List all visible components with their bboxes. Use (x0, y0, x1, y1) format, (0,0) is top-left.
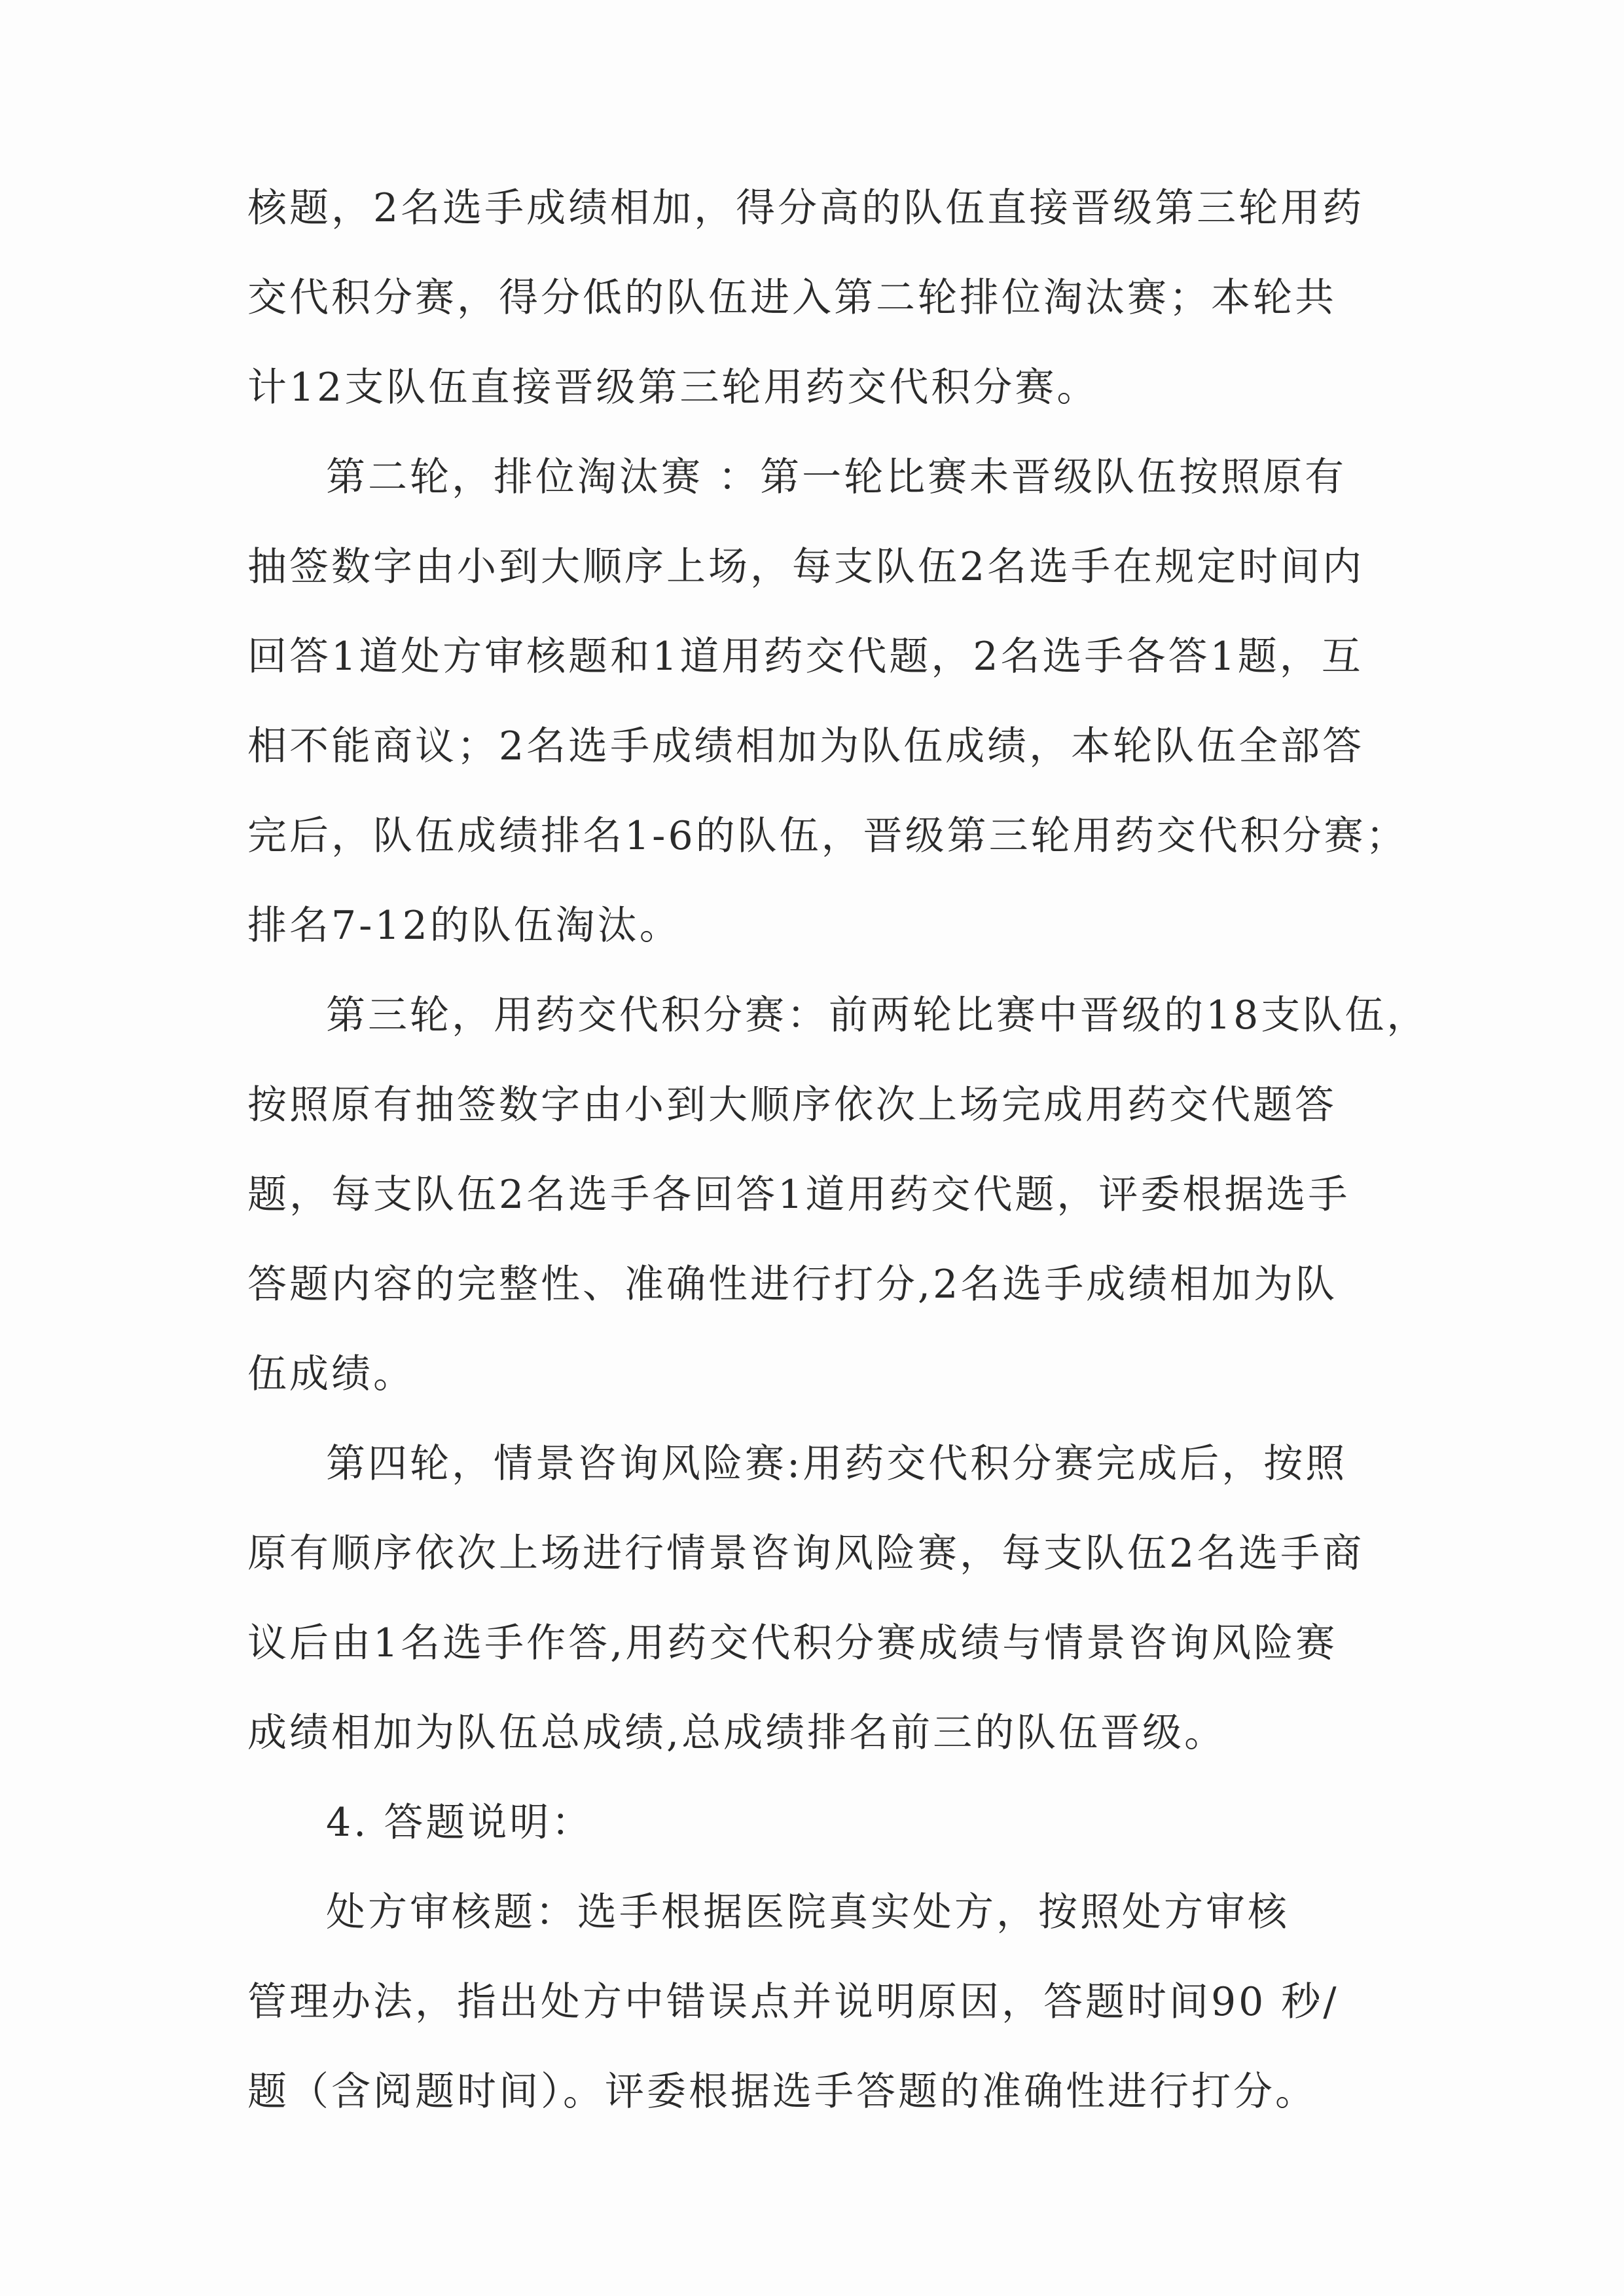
text-line: 伍成绩。 (247, 1351, 415, 1397)
text-line: 原有顺序依次上场进行情景咨询风险赛，每支队伍2名选手商 (247, 1531, 1365, 1576)
body-text (247, 164, 1429, 2137)
paragraph-start-line: 第二轮，排位淘汰赛 ：第一轮比赛未晋级队伍按照原有 (326, 454, 1347, 500)
text-line: 回答1道处方审核题和1道用药交代题，2名选手各答1题，互 (247, 634, 1363, 680)
text-line: 排名7-12的队伍淘汰。 (247, 903, 681, 949)
text-line: 成绩相加为队伍总成绩,总成绩排名前三的队伍晋级。 (247, 1710, 1227, 1756)
section-heading: 4. 答题说明： (326, 1800, 594, 1846)
text-line: 相不能商议；2名选手成绩相加为队伍成绩，本轮队伍全部答 (247, 723, 1365, 769)
text-line: 抽签数字由小到大顺序上场，每支队伍2名选手在规定时间内 (247, 544, 1365, 590)
text-line: 完后，队伍成绩排名1-6的队伍，晋级第三轮用药交代积分赛； (247, 813, 1408, 859)
text-line: 交代积分赛，得分低的队伍进入第二轮排位淘汰赛；本轮共 (247, 275, 1337, 321)
text-line: 议后由1名选手作答,用药交代积分赛成绩与情景咨询风险赛 (247, 1620, 1338, 1666)
text-line: 按照原有抽签数字由小到大顺序依次上场完成用药交代题答 (247, 1082, 1337, 1128)
paragraph-start-line: 第四轮，情景咨询风险赛:用药交代积分赛完成后，按照 (326, 1441, 1348, 1487)
text-line: 答题内容的完整性、准确性进行打分,2名选手成绩相加为队 (247, 1262, 1338, 1307)
text-line: 题，每支队伍2名选手各回答1道用药交代题，评委根据选手 (247, 1172, 1350, 1218)
text-line: 核题，2名选手成绩相加，得分高的队伍直接晋级第三轮用药 (247, 185, 1365, 231)
paragraph-start-line: 处方审核题：选手根据医院真实处方，按照处方审核 (326, 1889, 1290, 1935)
text-line: 计12支队伍直接晋级第三轮用药交代积分赛。 (247, 365, 1099, 410)
paragraph-start-line: 第三轮，用药交代积分赛：前两轮比赛中晋级的18支队伍， (326, 993, 1429, 1038)
text-line: 题（含阅题时间）。评委根据选手答题的准确性进行打分。 (247, 2069, 1317, 2115)
text-line: 管理办法，指出处方中错误点并说明原因，答题时间90 秒/ (247, 1979, 1339, 2025)
